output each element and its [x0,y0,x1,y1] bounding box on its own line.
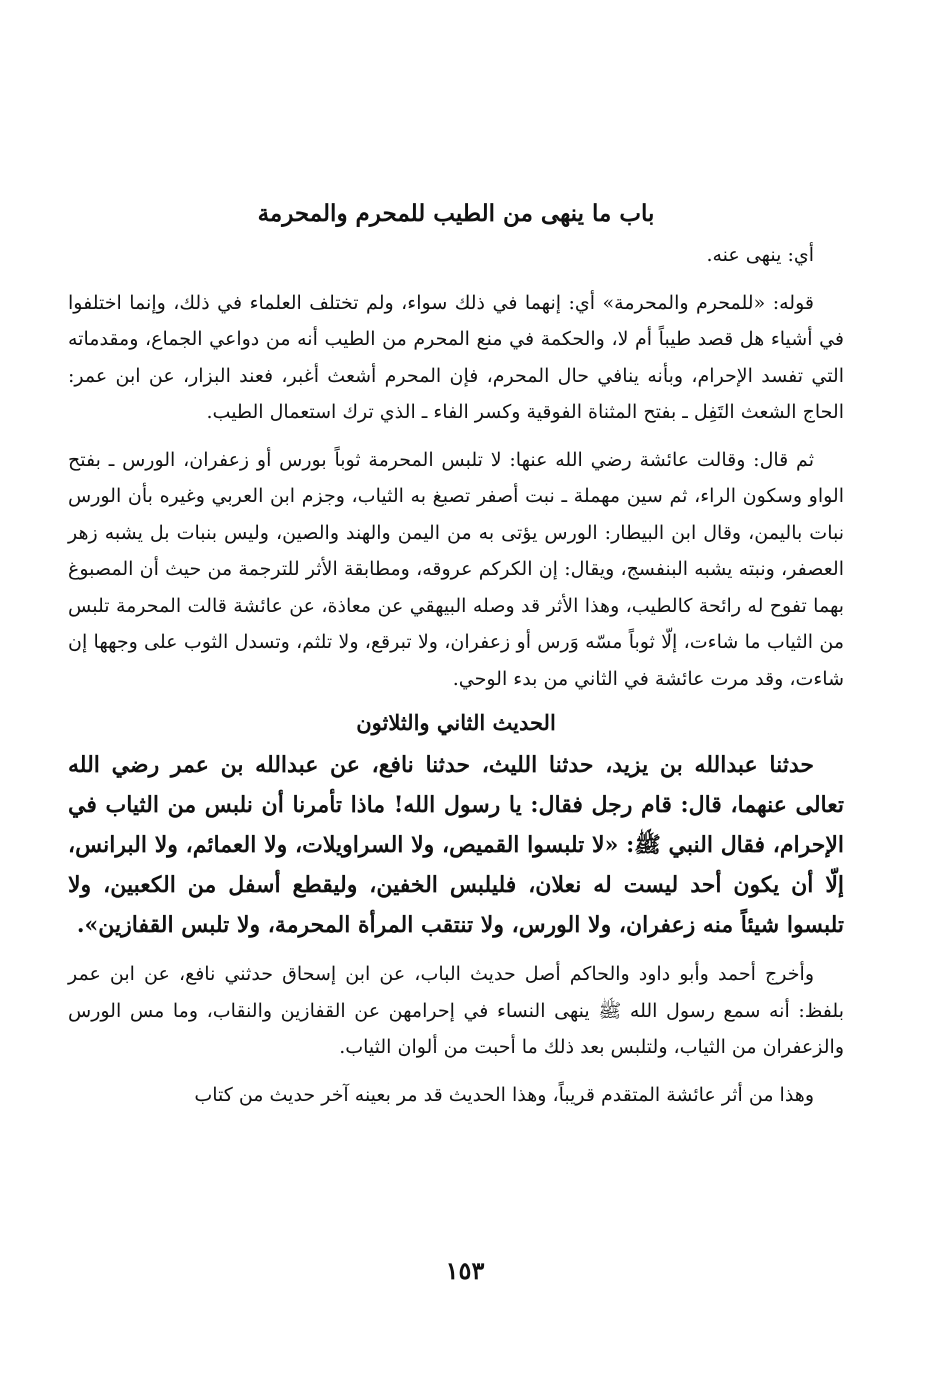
commentary-paragraph: وهذا من أثر عائشة المتقدم قريباً، وهذا الحديث قد مر بعينه آخر حديث من كتاب [194,1083,814,1106]
hadith-heading: الحديث الثاني والثلاثون [356,710,556,735]
commentary-paragraph: قوله: «للمحرم والمحرمة» أي: إنهما في ذلك سواء، ولم تختلف العلماء في ذلك، وإنما اختلفوا في أشياء هل قصد طيباً أم لا، والحكمة في منع المحرم من الطيب أنه من دواعي الجماع، ومقدماته التي تفسد الإحرام، وبأنه ينافي حال المحرم، فإن المحرم أشعث أغبر، فعند البزار، عن ابن عمر: الحاج الشعث التَفِل ـ بفتح المثناة الفوقية وكسر الفاء ـ الذي ترك استعمال الطيب. [68,291,844,423]
chapter-title: باب ما ينهى من الطيب للمحرم والمحرمة [257,200,655,227]
commentary-paragraph: وأخرج أحمد وأبو داود والحاكم أصل حديث الباب، عن ابن إسحاق حدثني نافع، عن ابن عمر بلفظ: أنه سمع رسول الله ﷺ ينهى النساء في إحرامهن عن القفازين والنقاب، وما مس الورس والزعفران من الثياب، ولتلبس بعد ذلك ما أحبت من ألوان الثياب. [68,963,844,1058]
page-number: ١٥٣ [445,1256,485,1285]
hadith-text: حدثنا عبدالله بن يزيد، حدثنا الليث، حدثنا نافع، عن عبدالله بن عمر رضي الله تعالى عنهما، قال: قام رجل فقال: يا رسول الله! ماذا تأمرنا أن نلبس من الثياب في الإحرام، فقال النبي ﷺ: «لا تلبسوا القميص، ولا السراويلات، ولا العمائم، ولا البرانس، إلّا أن يكون أحد ليست له نعلان، فليلبس الخفين، وليقطع أسفل من الكعبين، ولا تلبسوا شيئاً منه زعفران، ولا الورس، ولا تنتقب المرأة المحرمة، ولا تلبس القفازين». [68,752,844,938]
commentary-paragraph: ثم قال: وقالت عائشة رضي الله عنها: لا تلبس المحرمة ثوباً بورس أو زعفران، الورس ـ بفتح الواو وسكون الراء، ثم سين مهملة ـ نبت أصفر تصبغ به الثياب، وجزم ابن العربي وغيره بأن الورس نبات باليمن، وقال ابن البيطار: الورس يؤتى به من اليمن والهند والصين، وليس بنبات بل يشبه زهر العصفر، ونبته يشبه البنفسج، ويقال: إن الكركم عروقه، ومطابقة الأثر للترجمة من حيث أن المصبوغ بهما تفوح له رائحة كالطيب، وهذا الأثر قد وصله البيهقي عن معاذة، عن عائشة قالت المحرمة تلبس من الثياب ما شاءت، إلّا ثوباً مسّه وَرس أو زعفران، ولا تبرقع، ولا تلثم، وتسدل الثوب على وجهها إن شاءت، وقد مرت عائشة في الثاني من بدء الوحي. [68,448,844,690]
page-body [68,196,844,1113]
intro-paragraph: أي: ينهى عنه. [706,244,814,266]
